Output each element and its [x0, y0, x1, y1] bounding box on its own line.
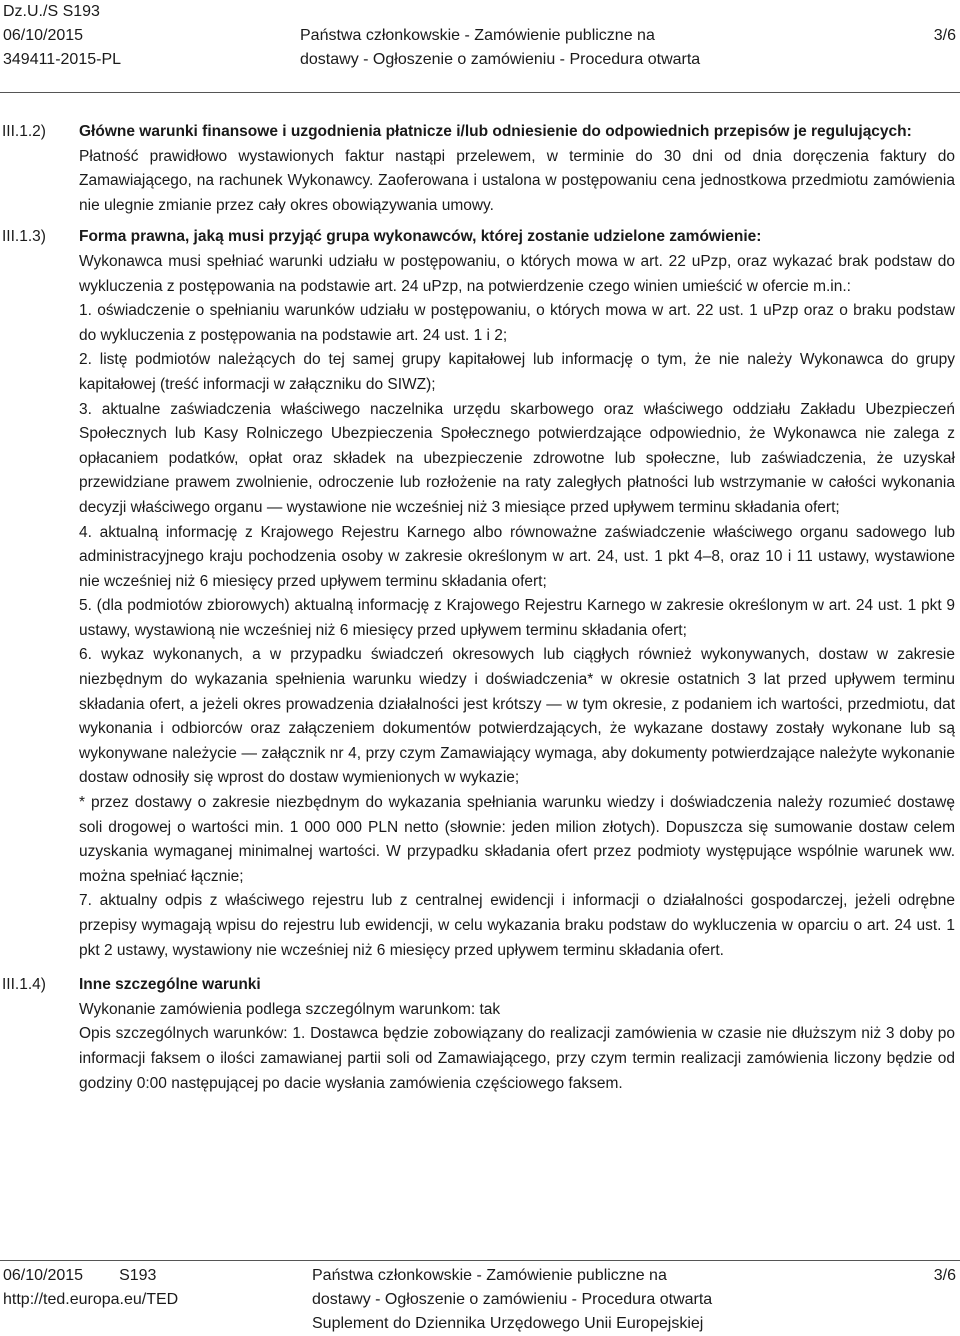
section-paragraph: Wykonawca musi spełniać warunki udziału w postępowaniu, o których mowa w art. 22 uPzp, oraz wykazać brak podstaw do wykluczenia z postępowania na podstawie art. 24 uPzp, na potwierdzenie czego winien umieścić w ofercie m.in.: — [79, 252, 955, 295]
section-number: III.1.2) — [2, 123, 46, 140]
section-number: III.1.3) — [2, 228, 46, 246]
header-left — [3, 0, 121, 72]
section-paragraph: Płatność prawidłowo wystawionych faktur nastąpi przelewem, w terminie do 30 dni od dnia doręczenia faktury do Zamawiającego, na rachunek Wykonawcy. Zaoferowana i ustalona w postępowaniu cena jednostkowa przedmiotu zamówienia nie ulegnie zmianie przez cały okres obowiązywania umowy. — [79, 147, 955, 214]
section-paragraph: * przez dostawy o zakresie niezbędnym do wykazania spełniania warunku wiedzy i doświadczenia należy rozumieć dostawę soli drogowej o wartości min. 1 000 000 PLN netto (słownie: jeden milion złotych). Dopuszcza się sumowanie dostaw celem uzyskania wymaganej minimalnej wartości. W przypadku składania ofert przez podmioty występujące wspólnie warunek ww. można spełniać łącznie; — [79, 794, 955, 885]
header-title-line1: Państwa członkowskie - Zamówienie publiczne na — [300, 27, 655, 44]
footer-title — [312, 1264, 792, 1336]
section-paragraph: Wykonanie zamówienia podlega szczególnym warunkom: tak — [79, 1000, 501, 1018]
footer-date: 06/10/2015 — [3, 1267, 84, 1284]
section-paragraph: 3. aktualne zaświadczenia właściwego naczelnika urzędu skarbowego oraz właściwego oddziału Zakładu Ubezpieczeń Społecznych lub Kasy Rolniczego Ubezpieczenia Społecznego potwierdzające odpowiednio, że Wykonawca nie zalega z opłacaniem podatków, opłat oraz składek na ubezpieczenie zdrowotne lub społeczne, lub zaświadczenia, że uzyskał przewidziane prawem zwolnienie, odroczenie lub rozłożenie na raty zaległych płatności lub wstrzymanie w całości wykonania decyzji właściwego organu — wystawione nie wcześniej niż 3 miesiące przed upływem terminu składania ofert; — [79, 400, 955, 516]
section-iii-1-4 — [0, 973, 960, 1096]
section-title: Forma prawna, jaką musi przyjąć grupa wykonawców, której zostanie udzielone zamówienie: — [79, 228, 762, 246]
footer-code: S193 — [119, 1267, 157, 1284]
section-iii-1-2 — [0, 120, 960, 218]
page-footer — [0, 1262, 960, 1334]
section-paragraph: Opis szczególnych warunków: 1. Dostawca będzie zobowiązany do realizacji zamówienia w czasie nie dłuższym niż 3 doby po informacji faksem o ilości zamawianej partii soli od Zamawiającego, przy czym termin realizacji zamówienia liczony będzie od godziny 0:00 następującej po dacie wysłania zamówienia częściowego faksem. — [79, 1025, 955, 1092]
section-number: III.1.4) — [2, 976, 46, 994]
footer-title-line2: dostawy - Ogłoszenie o zamówieniu - Procedura otwarta — [312, 1291, 713, 1308]
header-title — [300, 24, 800, 72]
footer-divider — [0, 1260, 960, 1261]
sections — [0, 120, 960, 1096]
page-header — [0, 0, 960, 70]
header-title-line2: dostawy - Ogłoszenie o zamówieniu - Procedura otwarta — [300, 51, 701, 68]
ted-link[interactable]: http://ted.europa.eu/TED — [3, 1291, 179, 1308]
section-body — [79, 225, 955, 963]
document-number: 349411-2015-PL — [3, 51, 122, 68]
section-paragraph: 7. aktualny odpis z właściwego rejestru lub z centralnej ewidencji i informacji o działalności gospodarczej, jeżeli odrębne przepisy wymagają wpisu do rejestru lub ewidencji, w celu wykazania braku podstaw do wykluczenia w oparciu o art. 24 ust. 1 pkt 2 ustawy, wystawiony nie wcześniej niż 6 miesięcy przed upływem terminu składania ofert. — [79, 892, 955, 959]
section-paragraph: 4. aktualną informację z Krajowego Rejestru Karnego albo równoważne zaświadczenie właściwego organu sadowego lub administracyjnego kraju pochodzenia osoby w zakresie określonym w art. 24, ust. 1 pkt 4–8, oraz 10 i 11 ustawy, wystawione nie wcześniej niż 6 miesięcy przed upływem terminu składania ofert; — [79, 523, 955, 590]
section-title: Inne szczególne warunki — [79, 976, 261, 994]
section-paragraph: 1. oświadczenie o spełnianiu warunków udziału w postępowaniu, o których mowa w art. 22 ust. 1 uPzp oraz o braku podstaw do wykluczenia z postępowania na podstawie art. 24 ust. 1 i 2; — [79, 302, 955, 344]
header-divider — [0, 92, 960, 93]
footer-page-number: 3/6 — [933, 1267, 956, 1284]
section-paragraph: 6. wykaz wykonanych, a w przypadku świadczeń okresowych lub ciągłych również wykonywanych, dostaw w zakresie niezbędnym do wykazania spełnienia warunku wiedzy i doświadczenia* w okresie ostatnich 3 lat przed upływem terminu składania ofert, a jeżeli okres prowadzenia działalności jest krótszy — w tym okresie, z podaniem ich wartości, przedmiotu, dat wykonania i odbiorców oraz załączeniem dokumentów potwierdzających, że wykazane dostawy zostały wykonane lub są wykonywane należycie — załącznik nr 4, przy czym Zamawiający wymaga, aby dokumenty potwierdzające należyte wykonanie dostaw odnosiły się wprost do dostaw wymienionych w wykazie; — [79, 646, 955, 787]
publication-date: 06/10/2015 — [3, 27, 84, 44]
page-number: 3/6 — [933, 27, 956, 44]
section-body — [79, 973, 955, 1096]
section-iii-1-3 — [0, 225, 960, 963]
section-title: Główne warunki finansowe i uzgodnienia płatnicze i/lub odniesienie do odpowiednich przepisów je regulujących: — [79, 123, 912, 140]
section-paragraph: 5. (dla podmiotów zbiorowych) aktualną informację z Krajowego Rejestru Karnego w zakresie określonym w art. 24 ust. 1 pkt 9 ustawy, wystawioną nie wcześniej niż 6 miesięcy przed upływem terminu składania ofert; — [79, 597, 955, 639]
section-body — [79, 120, 955, 218]
footer-title-line3: Suplement do Dziennika Urzędowego Unii Europejskiej — [312, 1315, 704, 1332]
journal-reference: Dz.U./S S193 — [3, 3, 100, 20]
section-paragraph: 2. listę podmiotów należących do tej samej grupy kapitałowej lub informację o tym, że nie należy Wykonawca do grupy kapitałowej (treść informacji w załączniku do SIWZ); — [79, 351, 955, 393]
footer-left — [3, 1264, 178, 1312]
footer-title-line1: Państwa członkowskie - Zamówienie publiczne na — [312, 1267, 667, 1284]
